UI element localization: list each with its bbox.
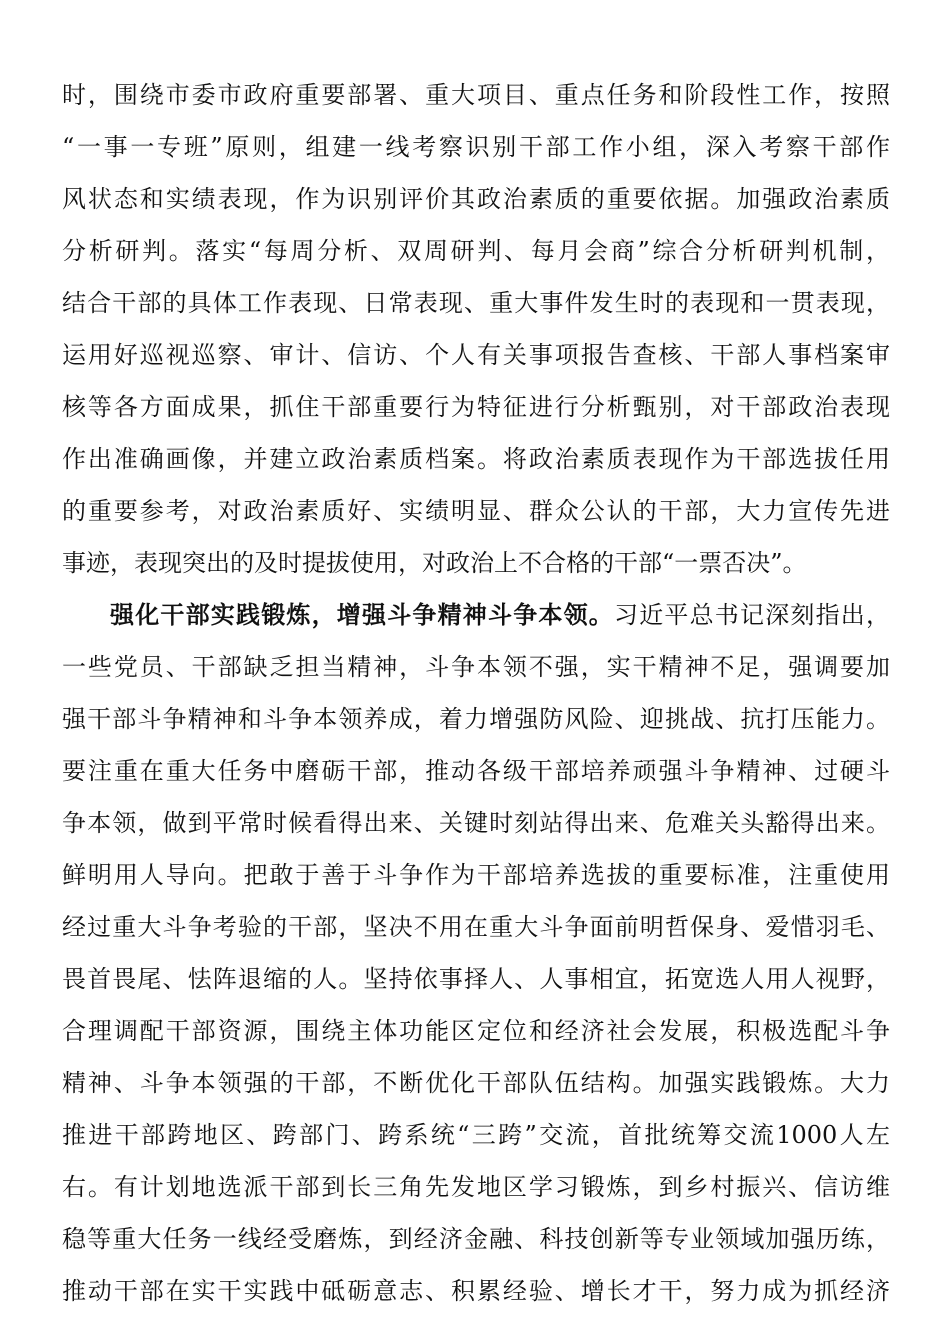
text-line: 一些党员、干部缺乏担当精神，斗争本领不强，实干精神不足，强调要加: [62, 653, 890, 681]
text-line: 分析研判。落实“每周分析、双周研判、每月会商”综合分析研判机制，: [62, 237, 890, 265]
text-line: 畏首畏尾、怯阵退缩的人。坚持依事择人、人事相宜，拓宽选人用人视野，: [62, 965, 890, 993]
text-run: 习近平总书记深刻指出，: [614, 601, 890, 629]
paragraph-political-quality: [62, 69, 890, 589]
text-line: 争本领，做到平常时候看得出来、关键时刻站得出来、危难关头豁得出来。: [62, 809, 890, 837]
text-line: 的重要参考，对政治素质好、实绩明显、群众公认的干部，大力宣传先进: [62, 497, 890, 525]
paragraph-first-line: [62, 589, 890, 641]
text-line: 作出准确画像，并建立政治素质档案。将政治素质表现作为干部选拔任用: [62, 445, 890, 473]
text-line: 精神、斗争本领强的干部，不断优化干部队伍结构。加强实践锻炼。大力: [62, 1069, 890, 1097]
text-line: 合理调配干部资源，围绕主体功能区定位和经济社会发展，积极选配斗争: [62, 1017, 890, 1045]
text-line: 强干部斗争精神和斗争本领养成，着力增强防风险、迎挑战、抗打压能力。: [62, 705, 890, 733]
text-line: 稳等重大任务一线经受磨炼，到经济金融、科技创新等专业领域加强历练，: [62, 1225, 890, 1253]
text-line: 推进干部跨地区、跨部门、跨系统“三跨”交流，首批统筹交流1000人左: [62, 1121, 890, 1149]
section-heading: 强化干部实践锻炼，增强斗争精神斗争本领。: [110, 600, 614, 629]
paragraph-practice-training: [62, 589, 890, 1317]
text-line: 运用好巡视巡察、审计、信访、个人有关事项报告查核、干部人事档案审: [62, 341, 890, 369]
text-line: 要注重在重大任务中磨砺干部，推动各级干部培养顽强斗争精神、过硬斗: [62, 757, 890, 785]
text-line: 经过重大斗争考验的干部，坚决不用在重大斗争面前明哲保身、爱惜羽毛、: [62, 913, 890, 941]
text-line: 推动干部在实干实践中砥砺意志、积累经验、增长才干，努力成为抓经济: [62, 1277, 890, 1305]
text-line: “一事一专班”原则，组建一线考察识别干部工作小组，深入考察干部作: [62, 133, 890, 161]
text-line: 右。有计划地选派干部到长三角先发地区学习锻炼，到乡村振兴、信访维: [62, 1173, 890, 1201]
text-line: 结合干部的具体工作表现、日常表现、重大事件发生时的表现和一贯表现，: [62, 289, 890, 317]
text-line: 时，围绕市委市政府重要部署、重大项目、重点任务和阶段性工作，按照: [62, 81, 890, 109]
text-line: 事迹，表现突出的及时提拔使用，对政治上不合格的干部“一票否决”。: [62, 549, 807, 577]
text-line: 核等各方面成果，抓住干部重要行为特征进行分析甄别，对干部政治表现: [62, 393, 890, 421]
document-body: [62, 69, 890, 1317]
text-line: 风状态和实绩表现，作为识别评价其政治素质的重要依据。加强政治素质: [62, 185, 890, 213]
text-line: 鲜明用人导向。把敢于善于斗争作为干部培养选拔的重要标准，注重使用: [62, 861, 890, 889]
